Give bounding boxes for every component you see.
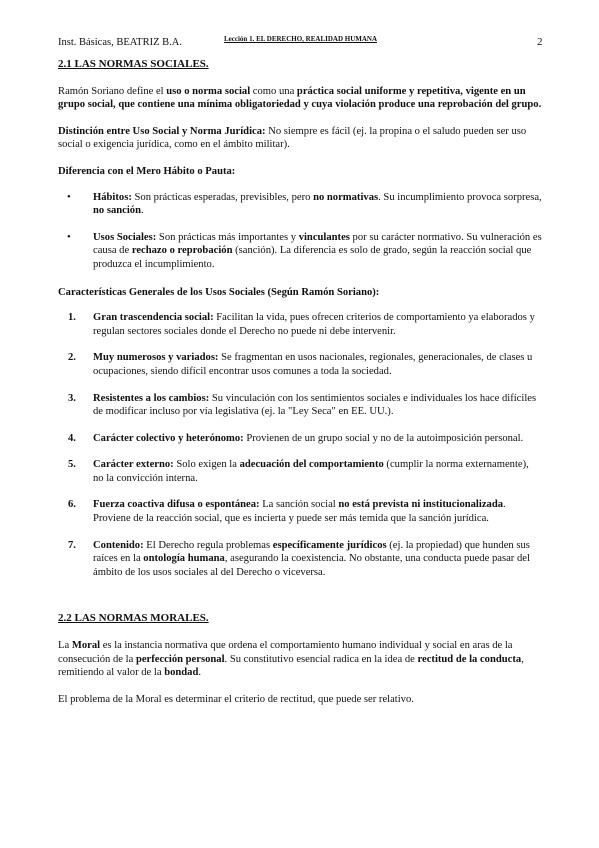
text-run: . Su incumplimiento provoca sorpresa,	[378, 191, 542, 203]
text-run: (cumplir la norma externamente), no la convicción interna.	[93, 459, 529, 484]
bold-run: práctica social uniforme y repetitiva, vigente en un grupo social, que contiene una mínima obligatoriedad y cuya violación produce una reprobación del grupo.	[58, 85, 542, 111]
text-run: Su vinculación con los sentimientos sociales e individuales los hace difíciles de modificar incluso por vía legislativa (ej. la "Ley Seca" en EE. UU.).	[93, 392, 537, 418]
bullet-dot: •	[67, 191, 71, 203]
moral-problem-paragraph: El problema de la Moral es determinar el criterio de rectitud, que puede ser relativo.	[58, 693, 414, 705]
section-title-normas-sociales: 2.1 LAS NORMAS SOCIALES.	[58, 58, 209, 70]
bold-run: no está prevista ni institucionalizada	[338, 499, 504, 511]
header-lesson-title: Lección 1. EL DERECHO, REALIDAD HUMANA	[224, 35, 378, 43]
text-run: como una	[250, 85, 297, 97]
text-run: por su carácter normativo. Su vulneración es causa de	[93, 231, 542, 257]
text-run: Son prácticas esperadas, previsibles, pero	[131, 191, 314, 203]
item-number: 7.	[68, 539, 76, 551]
item-label: Carácter externo:	[93, 459, 174, 471]
bold-run: ontología humana	[143, 553, 225, 565]
bold-run: rectitud de la conducta	[417, 653, 522, 665]
text-run: es la instancia normativa que ordena el comportamiento humano individual y social en aras de la consecución de la	[58, 640, 513, 665]
item-label: Gran trascendencia social:	[93, 312, 214, 324]
text-run: Facilitan la vida, pues ofrecen criterios de comportamiento ya elaborados y regulan sectores sociales donde el Derecho no puede ni debe intervenir.	[93, 312, 535, 337]
characteristics-heading	[58, 286, 542, 300]
text-run: Solo exigen la	[173, 459, 240, 471]
text-run: Son prácticas más importantes y	[156, 231, 299, 243]
item-label: Muy numerosos y variados:	[93, 352, 219, 364]
text-run: , asegurando la coexistencia. No obstante, una conducta puede pasar del ámbito de los usos sociales al del Derecho o viceversa.	[93, 553, 530, 578]
text-run: (ej. la propiedad) que hunden sus raíces en la	[93, 539, 530, 565]
text-run: . Proviene de la reacción social, que es incierta y puede ser más temida que la sanción jurídica.	[93, 499, 506, 525]
text-run: La	[58, 640, 72, 652]
distinction-text: No siempre es fácil (ej. la propina o el saludo pueden ser uso social o exigencia jurídica, como en el ámbito militar).	[58, 125, 527, 151]
bold-run: adecuación del comportamiento	[239, 459, 384, 471]
characteristic-item	[58, 498, 542, 525]
text-run: (sanción). La diferencia es solo de grado, según la reacción social que produzca el incumplimiento.	[93, 245, 532, 270]
item-number: 2.	[68, 352, 76, 364]
item-label: Contenido:	[93, 539, 144, 551]
bold-run: específicamente jurídicos	[272, 539, 387, 551]
item-number: 5.	[68, 459, 76, 471]
habits-bullet-list	[58, 191, 542, 272]
bullet-item	[58, 231, 542, 272]
characteristic-item	[58, 432, 542, 446]
characteristic-item	[58, 458, 542, 485]
bold-run: vinculantes	[298, 231, 350, 243]
bold-run: no normativas	[313, 191, 379, 203]
text-run: Ramón Soriano define el	[58, 85, 167, 97]
characteristic-item	[58, 392, 542, 419]
page-number: 2	[537, 36, 543, 48]
bold-run: no sanción	[93, 205, 141, 217]
distinction-label: Distinción entre Uso Social y Norma Jurídica:	[58, 125, 266, 137]
document-body	[58, 58, 542, 706]
text-run: . Su constitutivo esencial radica en la idea de	[224, 653, 418, 665]
bold-run: bondad	[164, 667, 199, 679]
bold-run: uso o norma social	[166, 85, 251, 97]
text-run: .	[140, 205, 144, 217]
characteristic-item	[58, 539, 542, 580]
difference-title: Diferencia con el Mero Hábito o Pauta:	[58, 165, 236, 177]
item-label: Fuerza coactiva difusa o espontánea:	[93, 499, 260, 511]
bold-run: rechazo o reprobación	[131, 245, 233, 257]
header-author: Inst. Básicas, BEATRIZ B.A.	[58, 37, 182, 48]
distinction-paragraph	[58, 125, 542, 152]
bullet-label: Usos Sociales:	[93, 231, 157, 243]
characteristics-title: Características Generales de los Usos Sociales (Según Ramón Soriano):	[58, 286, 380, 298]
bullet-item	[58, 191, 542, 218]
bold-run: Moral	[71, 640, 101, 652]
text-run: Provienen de un grupo social y no de la autoimposición personal.	[243, 432, 524, 444]
text-run: .	[198, 667, 202, 679]
bold-run: perfección personal	[135, 653, 225, 665]
bullet-dot: •	[67, 231, 71, 243]
item-number: 1.	[68, 312, 76, 324]
characteristic-item	[58, 351, 542, 378]
text-run: El Derecho regula problemas	[143, 539, 273, 551]
item-label: Resistentes a los cambios:	[93, 392, 210, 404]
bullet-label: Hábitos:	[93, 191, 132, 203]
text-run: Se fragmentan en usos nacionales, regionales, generacionales, de clases u ocupaciones, siendo difícil encontrar usos comunes a toda la sociedad.	[93, 352, 533, 377]
intro-paragraph	[58, 85, 542, 112]
text-run: La sanción social	[259, 499, 339, 511]
item-number: 4.	[68, 432, 76, 444]
item-number: 3.	[68, 392, 76, 404]
text-run: , remitiendo al valor de la	[58, 653, 524, 679]
characteristic-item	[58, 311, 542, 338]
item-number: 6.	[68, 499, 76, 511]
characteristics-list	[58, 311, 542, 579]
moral-paragraph	[58, 639, 542, 680]
difference-heading	[58, 165, 542, 179]
section-title-normas-morales: 2.2 LAS NORMAS MORALES.	[58, 612, 209, 625]
item-label: Carácter colectivo y heterónomo:	[93, 432, 244, 444]
